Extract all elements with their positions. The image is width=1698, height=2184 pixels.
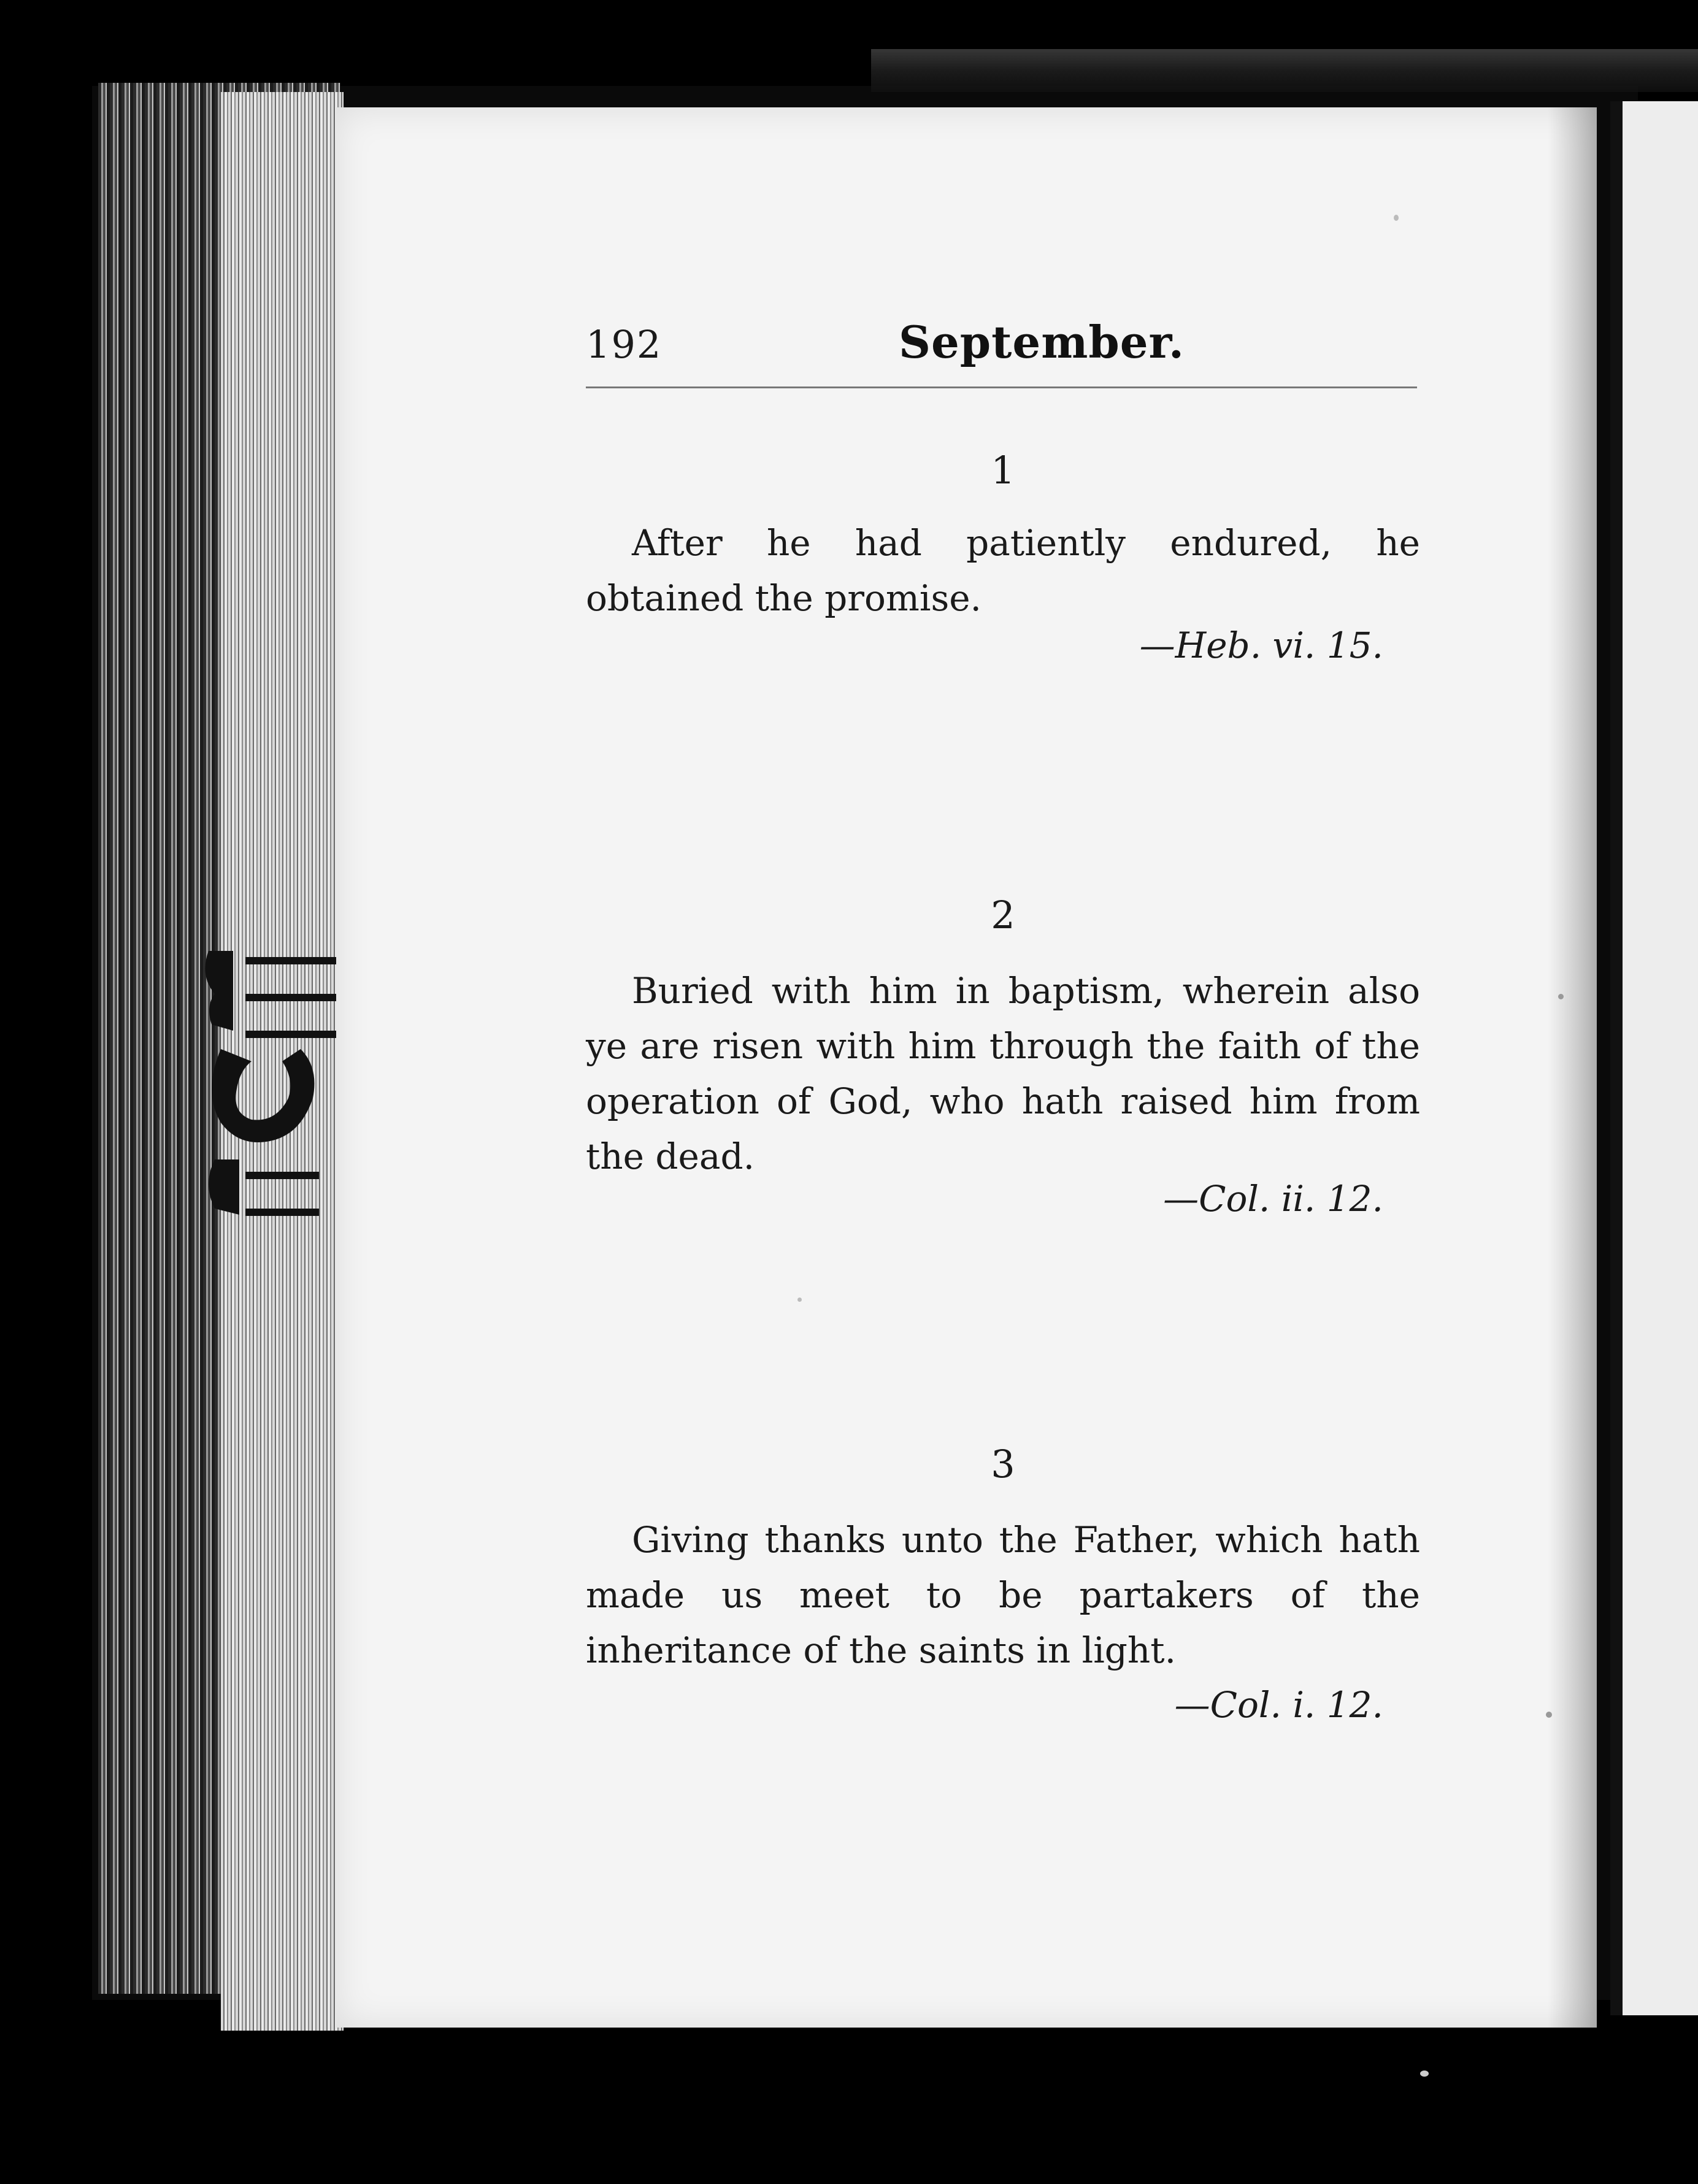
month-title: September.	[899, 316, 1185, 368]
entry-reference: —Col. ii. 12.	[1163, 1178, 1383, 1220]
book-top-edge	[871, 49, 1698, 92]
film-speck	[797, 1298, 802, 1302]
edge-ink-mark	[196, 939, 350, 1245]
entry-day-1	[586, 448, 1420, 681]
entry-verse: Giving thanks unto the Father, which hath made us meet to be partakers of the inheritance of the saints in light.	[586, 1519, 1420, 1671]
header-rule	[586, 386, 1417, 388]
next-page-edge	[1610, 101, 1698, 2015]
entry-day-3	[586, 1442, 1420, 1748]
entry-reference: —Heb. vi. 15.	[1139, 625, 1383, 666]
entry-reference: —Col. i. 12.	[1174, 1684, 1383, 1726]
film-speck	[1420, 2071, 1429, 2077]
film-speck	[1558, 994, 1564, 999]
entry-day-2	[586, 893, 1420, 1236]
page-gutter-shadow	[1548, 107, 1597, 2028]
entry-number: 3	[991, 1442, 1015, 1486]
film-speck	[1394, 215, 1399, 221]
film-speck	[1546, 1712, 1552, 1718]
entry-number: 2	[991, 893, 1015, 937]
running-header	[586, 310, 1420, 396]
entry-number: 1	[991, 448, 1015, 493]
entry-verse: Buried with him in baptism, wherein also ye are risen with him through the faith of the operation of God, who hath raised him from the dead.	[586, 970, 1420, 1177]
page-number: 192	[586, 322, 663, 367]
entry-verse: After he had patiently endured, he obtained the promise.	[586, 522, 1420, 619]
